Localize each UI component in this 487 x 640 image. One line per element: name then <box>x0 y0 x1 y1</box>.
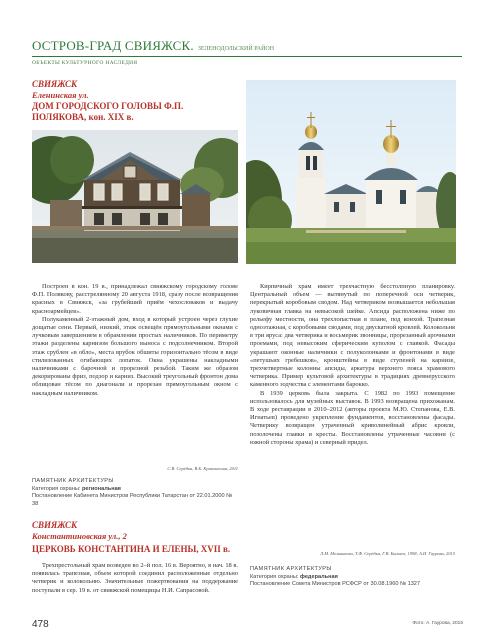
church-photo-image <box>246 80 456 264</box>
header-subtitle: ЗЕЛЕНОДОЛЬСКИЙ РАЙОН <box>197 46 275 52</box>
object2-category-label: Категория охраны: <box>250 573 299 580</box>
object2-meta-title: ПАМЯТНИК АРХИТЕКТУРЫ <box>250 566 332 572</box>
object1-category-label: Категория охраны: <box>32 485 81 492</box>
object2-category-line <box>250 574 455 582</box>
object1-category-line <box>32 486 238 494</box>
object2-street: Константиновская ул., 2 <box>32 531 127 541</box>
header-title: ОСТРОВ-ГРАД СВИЯЖСК. <box>32 38 194 53</box>
page-number: 478 <box>32 619 49 630</box>
object2-right-text <box>250 283 455 447</box>
object1-meta <box>32 478 238 508</box>
object1-city: СВИЯЖСК <box>32 79 78 89</box>
object2-category: федеральная <box>300 573 338 580</box>
house-photo <box>32 130 238 263</box>
page-header <box>32 38 462 66</box>
object1-decree: Постановление Кабинета Министров Республики Татарстан от 22.01.2000 № 38 <box>32 493 233 507</box>
church-photo <box>246 80 456 264</box>
house-photo-image <box>32 130 238 263</box>
object1-name: ДОМ ГОРОДСКОГО ГОЛОВЫ Ф.П. ПОЛЯКОВА, кон. XIX в. <box>32 101 184 122</box>
object2-paragraph: Трехпрестольный храм возведен во 2–й пол. 16 в. Вероятно, в нач. 18 в. появилась трапезная, объем которой соединил расположенные отдельно четверик и колокольню. Значительные пожертвования на поддержание поступали в сер. 19 в. от свияжской помещицы Н.И. Сапрасовой. <box>32 562 238 594</box>
object2-decree: Постановление Совета Министров РСФСР от 30.08.1960 № 1327 <box>250 581 421 588</box>
object1-paragraph: Построен в кон. 19 в., принадлежал свияжскому городскому голове Ф.П. Полякову, расстрелянному 20 августа 1918, сразу после возвращения красных в Свияжск, «за грубейший приём чехословаков и выдачу красноармейцев». <box>32 283 238 315</box>
object1-credit: С.В. Серёдка, В.Б. Кривошеина, 2011 <box>167 466 238 471</box>
object2-right-paragraph: В 1939 церковь была закрыта. С 1982 по 1993 помещение использовалось для музейных выставок. В 1993 возвращена прихожанам. В ходе реставрации в 2010–2012 (авторы проекта М.Ю. Степанова, Е.В. Игнатьев) проведено укрепление фундаментов, восстановлены фасады. Четверику возвращен утраченный криволинейный абрис кровли, позолочены главки и кресты. Восстановлены утраченные часовни (с южной стороны храма) и северный придел. <box>250 389 455 446</box>
object1-meta-title: ПАМЯТНИК АРХИТЕКТУРЫ <box>32 478 114 484</box>
object1-paragraph: Полукаменный 2-этажный дом, вход в который устроен через глухие дощатые сени. Первый, низкий, этаж освещён прямоугольными окнами с лучковым завершением в обрамлении простых наличников. По периметру этажи разделены карнизом большого выноса с подсолнечником. Второй этаж срублен «в обло», места врубок обшиты горизонтально тёсом в виде стилизованных огибающих лопаток. Окна украшены накладными наличниками с барочной и прорезной резьбой. Таким же образом декорированы фриз, подзор и карниз. Высокий треугольный фронтон дома облицован тёсом по диагонали и прорезан прямоугольным окном с накладным наличником. <box>32 315 238 397</box>
object2-left-text <box>32 562 238 595</box>
header-section: ОБЪЕКТЫ КУЛЬТУРНОГО НАСЛЕДИЯ <box>32 60 138 66</box>
photo-credit: Фото: А. Гаурова, 2015 <box>412 621 463 626</box>
object1-category: региональная <box>82 485 121 492</box>
object1-heading <box>32 79 232 123</box>
object2-meta <box>250 566 455 589</box>
object1-text <box>32 283 238 398</box>
object2-credit: Л.М. Мельникова, Т.Ф. Серёдка, Г.В. Былыев, 1998; А.И. Гаурава, 2015 <box>320 551 455 556</box>
header-title-line <box>32 38 462 54</box>
object2-city: СВИЯЖСК <box>32 520 78 530</box>
header-rule <box>32 56 462 57</box>
object2-name: ЦЕРКОВЬ КОНСТАНТИНА И ЕЛЕНЫ, XVII в. <box>32 544 231 554</box>
object1-street: Еленинская ул. <box>32 90 89 100</box>
object2-right-paragraph: Кирпичный храм имеет трехчастную бесстолпную планировку. Центральный объем — вытянутый по поперечной оси четверик, перекрытый коробовым сводом. Над четвериком возвышается небольшая луковичная главка на невысокой шейке. Апсида расположена ниже по рельефу местности, она трехлопастная в плане, под конхой. Трапезная одноэтажная, с коробовыми сводами, под двускатной кровлей. Колокольня в три яруса: два четверика и восьмерик звонницы, прорезанный арочными проемами, под невысоким сферическим куполом с главкой. Фасады украшают оконные наличники с полуколонками и фронтонами в виде «петушьих гребешков», кронштейны в виде ступеней на карнизе, трехчетвертные колонны апсиды, аркатура верхнего пояса храмового четверика. Пример культовой архитектуры в традициях древнерусского каменного зодчества с элементами барокко. <box>250 283 455 389</box>
object2-heading <box>32 520 242 555</box>
